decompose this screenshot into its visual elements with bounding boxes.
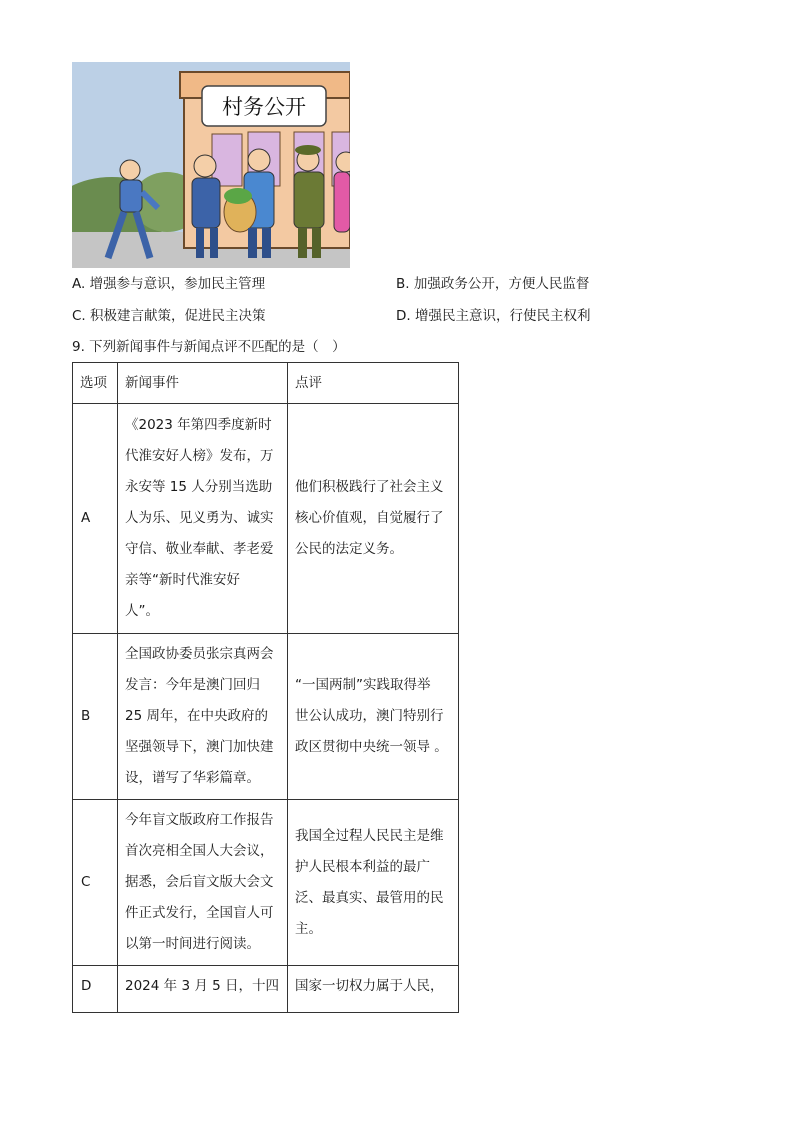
event-line: 人为乐、见义勇为、诚实 xyxy=(125,510,274,526)
row-option: A xyxy=(73,404,118,634)
choice-d-text: 增强民主意识，行使民主权利 xyxy=(414,308,591,324)
table-row xyxy=(73,634,459,800)
cartoon-sign-text: 村务公开 xyxy=(222,95,306,119)
choice-a-letter: A. xyxy=(72,276,86,292)
row-event xyxy=(118,404,288,634)
event-line: 全国政协委员张宗真两会 xyxy=(125,646,274,662)
table-row xyxy=(73,966,459,1013)
row-option: B xyxy=(73,634,118,800)
row-option: D xyxy=(73,966,118,1013)
event-line: 《2023 年第四季度新时 xyxy=(125,417,272,433)
comment-line: 核心价值观，自觉履行了 xyxy=(295,510,444,526)
village-affairs-cartoon xyxy=(72,62,350,268)
choice-c xyxy=(72,307,266,325)
comment-line: “一国两制”实践取得举 xyxy=(295,677,431,693)
row-comment xyxy=(288,634,459,800)
event-line: 坚强领导下，澳门加快建 xyxy=(125,739,274,755)
row-comment xyxy=(288,800,459,966)
header-option: 选项 xyxy=(73,363,118,404)
event-line: 设，谱写了华彩篇章。 xyxy=(125,770,260,786)
choice-a-text: 增强参与意识，参加民主管理 xyxy=(89,276,266,292)
event-line: 2024 年 3 月 5 日，十四 xyxy=(125,978,279,994)
comment-line: 国家一切权力属于人民， xyxy=(295,978,444,994)
table-row xyxy=(73,800,459,966)
comment-line: 世公认成功，澳门特别行 xyxy=(295,708,444,724)
question-9-stem: 9. 下列新闻事件与新闻点评不匹配的是（ ） xyxy=(72,339,346,355)
row-comment xyxy=(288,404,459,634)
comment-line: 泛、最真实、最管用的民 xyxy=(295,889,444,906)
table-row xyxy=(73,404,459,634)
comment-line: 政区贯彻中央统一领导 。 xyxy=(295,739,448,755)
choice-b-text: 加强政务公开，方便人民监督 xyxy=(413,276,590,292)
choice-c-letter: C. xyxy=(72,308,86,324)
event-line: 守信、敬业奉献、孝老爱 xyxy=(125,541,274,557)
comment-line: 我国全过程人民民主是维 xyxy=(295,827,444,844)
event-line: 件正式发行，全国盲人可 xyxy=(125,905,274,921)
event-line: 以第一时间进行阅读。 xyxy=(125,936,260,952)
header-comment: 点评 xyxy=(288,363,459,404)
comment-line: 护人民根本利益的最广 xyxy=(295,858,430,875)
event-line: 25 周年，在中央政府的 xyxy=(125,708,268,724)
event-line: 人”。 xyxy=(125,603,159,619)
header-event: 新闻事件 xyxy=(118,363,288,404)
event-line: 首次亮相全国人大会议， xyxy=(125,843,274,859)
choice-c-text: 积极建言献策，促进民主决策 xyxy=(90,308,266,324)
event-line: 今年盲文版政府工作报告 xyxy=(125,812,274,828)
question-9-table xyxy=(72,362,459,1013)
event-line: 亲等“新时代淮安好 xyxy=(125,572,240,588)
choice-d-letter: D. xyxy=(396,308,411,324)
comment-line: 公民的法定义务。 xyxy=(295,541,403,557)
event-line: 代淮安好人榜》发布，万 xyxy=(125,448,274,464)
comment-line: 他们积极践行了社会主义 xyxy=(295,479,444,495)
comment-line: 主。 xyxy=(295,920,322,937)
event-line: 发言：今年是澳门回归 xyxy=(125,677,260,693)
choice-a xyxy=(72,275,265,293)
event-line: 永安等 15 人分别当选助 xyxy=(125,479,273,495)
row-event xyxy=(118,966,288,1013)
choice-b-letter: B. xyxy=(396,276,410,292)
choice-d xyxy=(396,307,590,325)
event-line: 据悉，会后盲文版大会文 xyxy=(125,874,274,890)
row-event xyxy=(118,634,288,800)
choice-b xyxy=(396,275,589,293)
table-header-row xyxy=(73,363,459,404)
row-option: C xyxy=(73,800,118,966)
row-comment xyxy=(288,966,459,1013)
row-event xyxy=(118,800,288,966)
